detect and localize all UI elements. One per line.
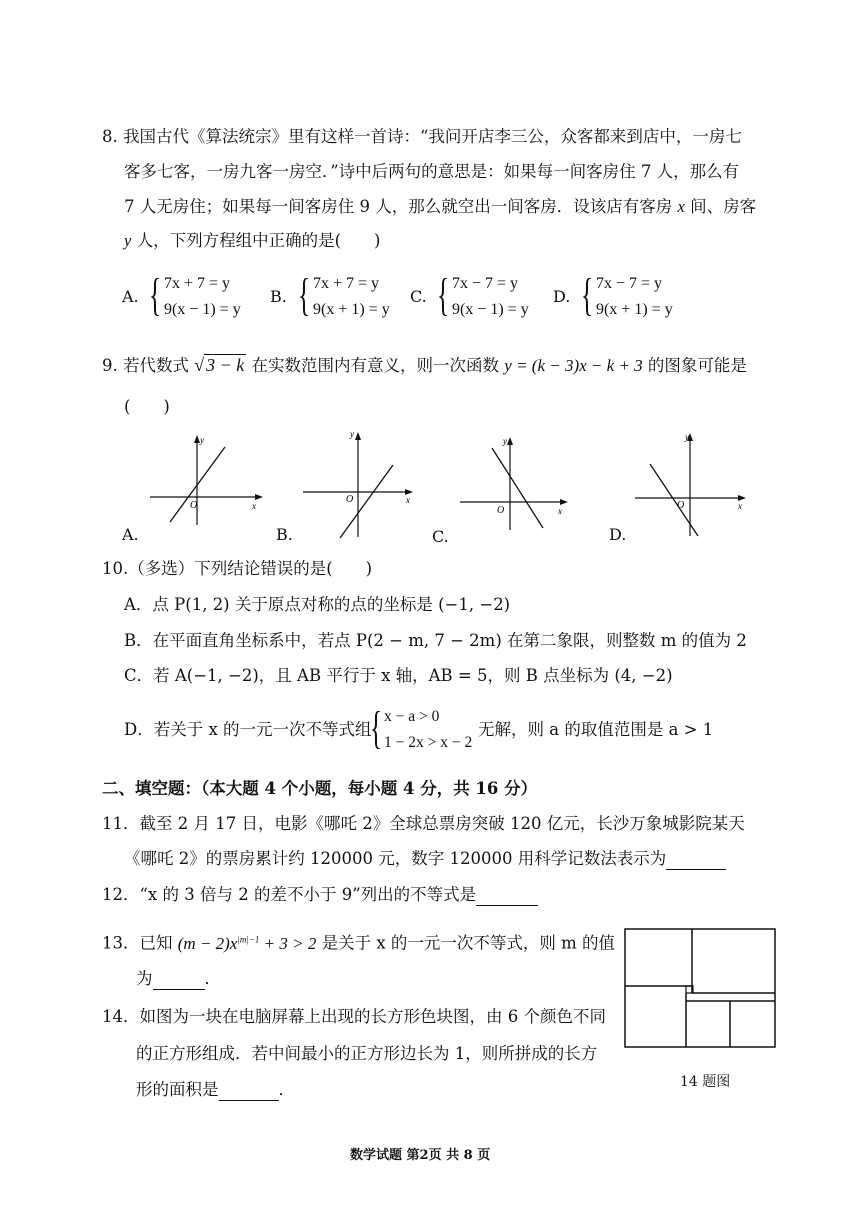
q10-option-d-system (384, 704, 472, 756)
q9-graph-a-x-label: x (252, 501, 256, 511)
q13-line2-text: 为 (136, 969, 153, 988)
page-footer: 数学试题 第2页 共 8 页 (350, 1148, 491, 1163)
q8-line4-text: 人，下列方程组中正确的是( ) (136, 231, 381, 250)
q12-text: 12．“x 的 3 倍与 2 的差不小于 9”列出的不等式是 (102, 885, 477, 904)
q8-line2: 客多七客，一房九客一房空．”诗中后两句的意思是：如果每一间客房住 7 人，那么有 (124, 162, 740, 181)
q9-stem-b: 在实数范围内有意义，则一次函数 (251, 356, 500, 375)
q9-graph-b-origin: O (346, 494, 354, 505)
q13-post: 是关于 x 的一元一次不等式，则 m 的值 (321, 933, 616, 953)
q10-option-d-brace: { (370, 702, 383, 753)
q10-option-d-eq1: x − a > 0 (384, 708, 440, 725)
q10-option-c: C．若 A(−1, −2)，且 AB 平行于 x 轴，AB = 5，则 B 点坐标为 (4, −2) (124, 666, 673, 685)
q10-option-d-post: 无解，则 a 的取值范围是 a > 1 (478, 720, 714, 739)
q9-paren: ( ) (124, 397, 170, 416)
q8-option-c-eq2: 9(x − 1) = y (452, 301, 529, 318)
q9-sqrt: √ 3 − k (194, 355, 245, 375)
q9-graph-d-x-label: x (738, 501, 742, 511)
q8-line3 (124, 196, 756, 218)
q8-option-c-system (452, 271, 529, 323)
q9-graph-b-label: B. (276, 525, 293, 544)
q10-option-a: A．点 P(1, 2) 关于原点对称的点的坐标是 (−1, −2) (124, 595, 511, 614)
q13-line1 (102, 928, 615, 955)
q13-expression (178, 934, 317, 953)
q9-graph-b-y-label: y (350, 429, 354, 439)
q9-graph-d (630, 428, 755, 540)
q8-line3-end: 间、房客 (690, 197, 757, 216)
q8-option-a-system (164, 271, 241, 323)
q9-graph-b-x-label: x (406, 495, 410, 505)
q8-var-x: x (677, 197, 685, 216)
q9-sqrt-radicand: 3 − k (206, 355, 245, 375)
q9-graph-d-origin: O (677, 500, 685, 511)
q13-expr-exponent: |m|−1 (237, 934, 260, 944)
q9-graph-c-label: C. (432, 527, 449, 546)
q13-line2 (136, 968, 221, 990)
q13-expr-base: (m − 2)x (177, 933, 238, 953)
q10-option-d-eq2: 1 − 2x > x − 2 (384, 734, 473, 751)
q14-end: ． (278, 1080, 295, 1099)
q12-answer-blank[interactable] (476, 887, 538, 906)
q10-stem: 10.（多选）下列结论错误的是( ) (102, 559, 373, 578)
q8-option-d-brace: { (581, 269, 594, 320)
q14-answer-blank[interactable] (219, 1082, 279, 1101)
q8-option-a-label: A. (122, 287, 139, 306)
q9-graph-b (298, 425, 423, 540)
q8-option-b-system (313, 271, 390, 323)
q9-graph-d-y-label: y (685, 432, 689, 442)
q13-pre: 13．已知 (102, 933, 173, 953)
q11-line2-text: 《哪吒 2》的票房累计约 120000 元，数字 120000 用科学记数法表示为 (124, 849, 667, 868)
q14-caption: 14 题图 (680, 1074, 731, 1090)
q14-line3-text: 形的面积是 (136, 1080, 219, 1099)
q13-answer-blank[interactable] (153, 971, 205, 990)
q9-graph-d-label: D. (609, 525, 627, 544)
q14-line2: 的正方形组成．若中间最小的正方形边长为 1，则所拼成的长方 (136, 1044, 598, 1063)
section-2-heading: 二、填空题：（本大题 4 个小题，每小题 4 分，共 16 分） (102, 779, 538, 798)
q8-option-c-eq1: 7x − 7 = y (452, 275, 519, 292)
q8-option-b-brace: { (298, 269, 311, 320)
q11-line2 (124, 848, 726, 870)
q8-option-a-brace: { (149, 269, 162, 320)
q8-option-b-label: B. (270, 287, 287, 306)
q8-option-d-system (596, 271, 673, 323)
q9-graph-a-label: A. (122, 525, 139, 544)
q8-option-b-eq2: 9(x + 1) = y (313, 301, 390, 318)
q9-graph-c (455, 430, 580, 535)
q8-option-c-label: C. (410, 287, 427, 306)
q11-line1: 11．截至 2 月 17 日，电影《哪吒 2》全球总票房突破 120 亿元，长沙万象城影院某天 (102, 814, 745, 833)
q13-expr-tail: + 3 > 2 (259, 933, 317, 953)
q8-option-b-eq1: 7x + 7 = y (313, 275, 380, 292)
q12-line (102, 884, 538, 906)
q8-line4 (124, 230, 380, 252)
q9-graph-a (145, 425, 270, 530)
q9-graph-a-y-label: y (200, 435, 204, 445)
q10-option-d-pre: D．若关于 x 的一元一次不等式组 (124, 720, 372, 739)
q9-graph-a-origin: O (190, 500, 198, 511)
q8-option-d-eq1: 7x − 7 = y (596, 275, 663, 292)
q14-figure (622, 926, 778, 1050)
q8-option-d-eq2: 9(x + 1) = y (596, 301, 673, 318)
q9-stem-c: 的图象可能是 (647, 356, 747, 375)
q14-line1: 14．如图为一块在电脑屏幕上出现的长方形色块图，由 6 个颜色不同 (102, 1007, 606, 1026)
q11-answer-blank[interactable] (666, 851, 726, 870)
q9-graph-c-origin: O (497, 505, 505, 516)
q14-line3 (136, 1079, 295, 1101)
q8-option-d-label: D. (553, 287, 571, 306)
q8-option-c-brace: { (437, 269, 450, 320)
q8-var-y: y (124, 231, 132, 250)
q8-line1: 8. 我国古代《算法统宗》里有这样一首诗：“我问开店李三公，众客都来到店中，一房七 (102, 127, 742, 146)
q9-line1 (102, 354, 747, 377)
q14-outer-rectangle (625, 929, 775, 1047)
q9-graph-c-y-label: y (503, 436, 507, 446)
q10-option-b: B．在平面直角坐标系中，若点 P(2 − m, 7 − 2m) 在第二象限，则整数 m 的值为 2 (124, 631, 747, 650)
q9-function: y = (k − 3)x − k + 3 (504, 356, 643, 375)
q8-option-a-eq1: 7x + 7 = y (164, 275, 231, 292)
q9-graph-c-x-label: x (558, 506, 562, 516)
q9-stem-a: 9. 若代数式 (102, 356, 189, 375)
q13-end: ． (204, 969, 221, 988)
q8-line3-text: 7 人无房住；如果每一间客房住 9 人，那么就空出一间客房．设该店有客房 (124, 197, 673, 216)
q8-option-a-eq2: 9(x − 1) = y (164, 301, 241, 318)
